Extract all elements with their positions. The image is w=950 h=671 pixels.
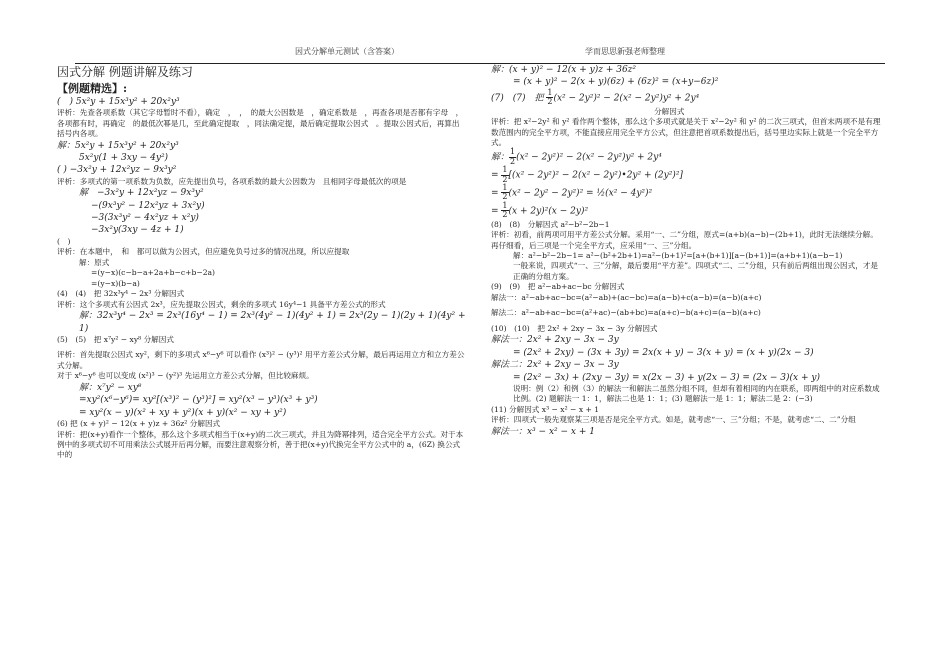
- math-line: [491, 89, 883, 107]
- text-line: 评析：把(x+y)看作一个整体，那么这个多项式相当于(x+y)的二次三项式，并且为降幂排列，适合完全平方公式。对于本例中的多项式切不可用乘法公式展开后再分解，而要注意观察分析，善于把(x+y)代换完全平方公式中的 a，(6Z) 换公式中的: [57, 429, 464, 460]
- text-line: 分解因式: [525, 106, 685, 116]
- math-line: ( ) 5x²y + 15x³y² + 20x²y³: [57, 96, 180, 107]
- text-line: 评析：先查各项系数（其它字母暂时不看），确定 ， ， 的最大公因数是 ，确定系数是 ，再查各项是否都有字母 ，各项都有时，再确定 的最低次幂是几，至此确定提取 ，同法确定提，最后确定提取公因式 。提取公因式后，再算出括号内各项。: [57, 108, 464, 139]
- page-title: 因式分解 例题讲解及练习: [57, 65, 193, 79]
- header-left: 因式分解单元测试（含答案）: [295, 47, 399, 56]
- math-expression: (x² − 2y²)² − 2(x² − 2y²)y² + 2y⁴: [553, 93, 700, 104]
- text-line: (6) 把 (x + y)² − 12(x + y)z + 36z² 分解因式: [57, 419, 221, 429]
- math-expression: [(x² − 2y²)² − 2(x² − 2y²)•2y² + (2y²)²]: [508, 170, 683, 181]
- right-column: [491, 64, 883, 438]
- fraction-denominator: 2: [547, 97, 553, 107]
- text-line: 评析：把 x²−2y² 和 y² 看作两个整体，那么这个多项式就是关于 x²−2y² 和 y² 的二次三项式，但首末两项不是有理数范围内的完全平方项，不能直接应用完全平方公式，但注意把首项系数提出后，括号里边实际上就是一个完全平方式。: [491, 117, 881, 147]
- fraction: [501, 202, 508, 220]
- math-line: 5x²y(1 + 3xy − 4y²): [79, 152, 169, 163]
- math-expression: (x² − 2y²)² − 2(x² − 2y²)y² + 2y⁴: [516, 152, 662, 163]
- fraction-numerator: 1: [502, 200, 508, 210]
- text-line: 对于 x⁶−y⁶ 也可以变成 (x²)³ − (y²)³ 先运用立方差公式分解，但比较麻烦。: [57, 371, 314, 381]
- text-line: 一般来说，四项式“一、三”分解，最后要用“平方差”。四项式“二、二”分组，只有前后两组出现公因式，才是正确的分组方案。: [513, 261, 879, 281]
- fraction: [501, 166, 508, 184]
- math-line: [491, 184, 883, 202]
- math-line: = (2x² + 2xy) − (3x + 3y) = 2x(x + y) − 3(x + y) = (x + y)(2x − 3): [513, 347, 814, 358]
- math-prefix: (7) (7) 把: [491, 93, 547, 104]
- fraction-denominator: 2: [502, 192, 508, 202]
- math-line: 解法一：x³ − x² − x + 1: [491, 426, 595, 437]
- text-line: ( ): [57, 236, 71, 246]
- text-line: (11) 分解因式 x³ − x² − x + 1: [491, 404, 600, 414]
- math-line: [491, 202, 883, 220]
- math-expression: (x² − 2y² − 2y²)² = ½(x² − 4y²)²: [508, 188, 653, 199]
- math-line: −3x²y(3xy − 4z + 1): [91, 225, 184, 236]
- math-line: 解：x⁷y² − xy⁸: [79, 382, 142, 393]
- math-line: =xy²(x⁶−y⁶)= xy²[(x³)² − (y³)²] = xy²(x³ − y³)(x³ + y³): [79, 395, 318, 406]
- left-column: [57, 64, 467, 461]
- math-line: −(9x³y² − 12x²yz + 3x²y): [91, 200, 205, 211]
- math-expression: (x + 2y)²(x − 2y)²: [508, 206, 589, 217]
- fraction-numerator: 1: [502, 183, 508, 193]
- math-line: −3(3x³y² − 4x²yz + x²y): [91, 213, 199, 224]
- math-line: 解 −3x²y + 12x²yz − 9x³y²: [79, 188, 204, 199]
- text-line: 评析：多项式的第一项系数为负数，应先提出负号，各项系数的最大公因数为 且相同字母最低次的项是: [57, 176, 407, 186]
- text-line: 评析：初看，前两项可用平方差公式分解。采用“一、二”分组，原式=(a+b)(a−b)−(2b+1)，此时无法继续分解。再仔细看，后三项是一个完全平方式，应采用“一、三”分组。: [491, 230, 878, 250]
- math-prefix: =: [491, 188, 502, 199]
- math-line: ( ) −3x²y + 12x²yz − 9x³y²: [57, 165, 177, 176]
- math-prefix: =: [491, 206, 502, 217]
- math-line: = xy²(x − y)(x² + xy + y²)(x + y)(x² − xy + y²): [79, 407, 287, 418]
- math-line: [491, 148, 883, 166]
- text-line: (5) (5) 把 x⁷y² − xy⁸ 分解因式: [57, 334, 174, 344]
- math-line: 解：5x²y + 15x³y² + 20x²y³: [57, 140, 179, 151]
- fraction: [501, 184, 508, 202]
- fraction-denominator: 2: [502, 174, 508, 184]
- text-line: =(y−x)(c−b−a+2a+b−c+b−2a): [91, 268, 216, 278]
- text-line: 解：a²−b²−2b−1= a²−(b²+2b+1)=a²−(b+1)²=[a+(b+1)][a−(b+1)]=(a+b+1)(a−b−1): [513, 251, 843, 260]
- text-line: 评析：首先提取公因式 xy²，剩下的多项式 x⁶−y⁶ 可以看作 (x³)² − (y³)² 用平方差公式分解，最后再运用立方和立方差公式分解。: [57, 350, 465, 370]
- fraction-denominator: 2: [502, 210, 508, 220]
- text-line: 解法一：a²−ab+ac−bc=(a²−ab)+(ac−bc)=a(a−b)+c(a−b)=(a−b)(a+c): [491, 292, 762, 302]
- text-line: (10) (10) 把 2x² + 2xy − 3x − 3y 分解因式: [491, 323, 658, 333]
- text-line: 评析：四项式一般先观察某三项是否是完全平方式。如是，就考虑“一、三”分组；不是，就考虑“二、二”分组: [491, 415, 856, 425]
- math-prefix: 解：: [491, 152, 510, 163]
- fraction-numerator: 1: [502, 165, 508, 175]
- text-line: 评析：这个多项式有公因式 2x³，应先提取公因式，剩余的多项式 16y⁴−1 具备平方差公式的形式: [57, 299, 386, 309]
- text-line: =(y−x)(b−a): [91, 278, 140, 288]
- section-heading: 【例题精选】:: [57, 81, 128, 95]
- fraction-numerator: 1: [510, 147, 516, 157]
- math-line: 解法二：2x² + 2xy − 3x − 3y: [491, 360, 619, 371]
- fraction-denominator: 2: [510, 156, 516, 166]
- math-line: 解：32x³y⁴ − 2x³ = 2x³(16y⁴ − 1) = 2x³(4y² − 1)(4y² + 1) = 2x³(2y − 1)(2y + 1)(4y² + 1): [79, 311, 466, 334]
- math-line: = (x + y)² − 2(x + y)(6z) + (6z)² = (x+y−6z)²: [513, 77, 719, 88]
- header-right: 学而思思新强老师整理: [585, 47, 665, 56]
- fraction-numerator: 1: [547, 87, 553, 97]
- text-line: (4) (4) 把 32x³y⁴ − 2x³ 分解因式: [57, 289, 185, 299]
- text-line: (8) (8) 分解因式 a²−b²−2b−1: [491, 219, 610, 229]
- text-line: 解法二：a²−ab+ac−bc=(a²+ac)−(ab+bc)=a(a+c)−b(a+c)=(a−b)(a+c): [491, 308, 761, 318]
- text-line: 评析：在本题中， 和 都可以做为公因式，但应避免负号过多的情况出现，所以应提取: [57, 247, 350, 257]
- math-line: = (2x² − 3x) + (2xy − 3y) = x(2x − 3) + y(2x − 3) = (2x − 3)(x + y): [513, 372, 820, 383]
- math-prefix: =: [491, 170, 502, 181]
- text-line: (9) (9) 把 a²−ab+ac−bc 分解因式: [491, 282, 625, 292]
- math-line: 解：(x + y)² − 12(x + y)z + 36z²: [491, 65, 637, 75]
- math-line: [491, 166, 883, 184]
- text-line: 解：原式: [79, 257, 110, 267]
- math-line: 解法一：2x² + 2xy − 3x − 3y: [491, 335, 619, 346]
- text-line: 说明：例（2）和例（3）的解法一和解法二虽然分组不同，但却有着相同的内在联系，即两组中的对应系数成比例。(2) 题解法一 1：1，解法二也是 1：1；(3) 题解法一是 1：1；解法二是 2：(−3): [513, 383, 880, 404]
